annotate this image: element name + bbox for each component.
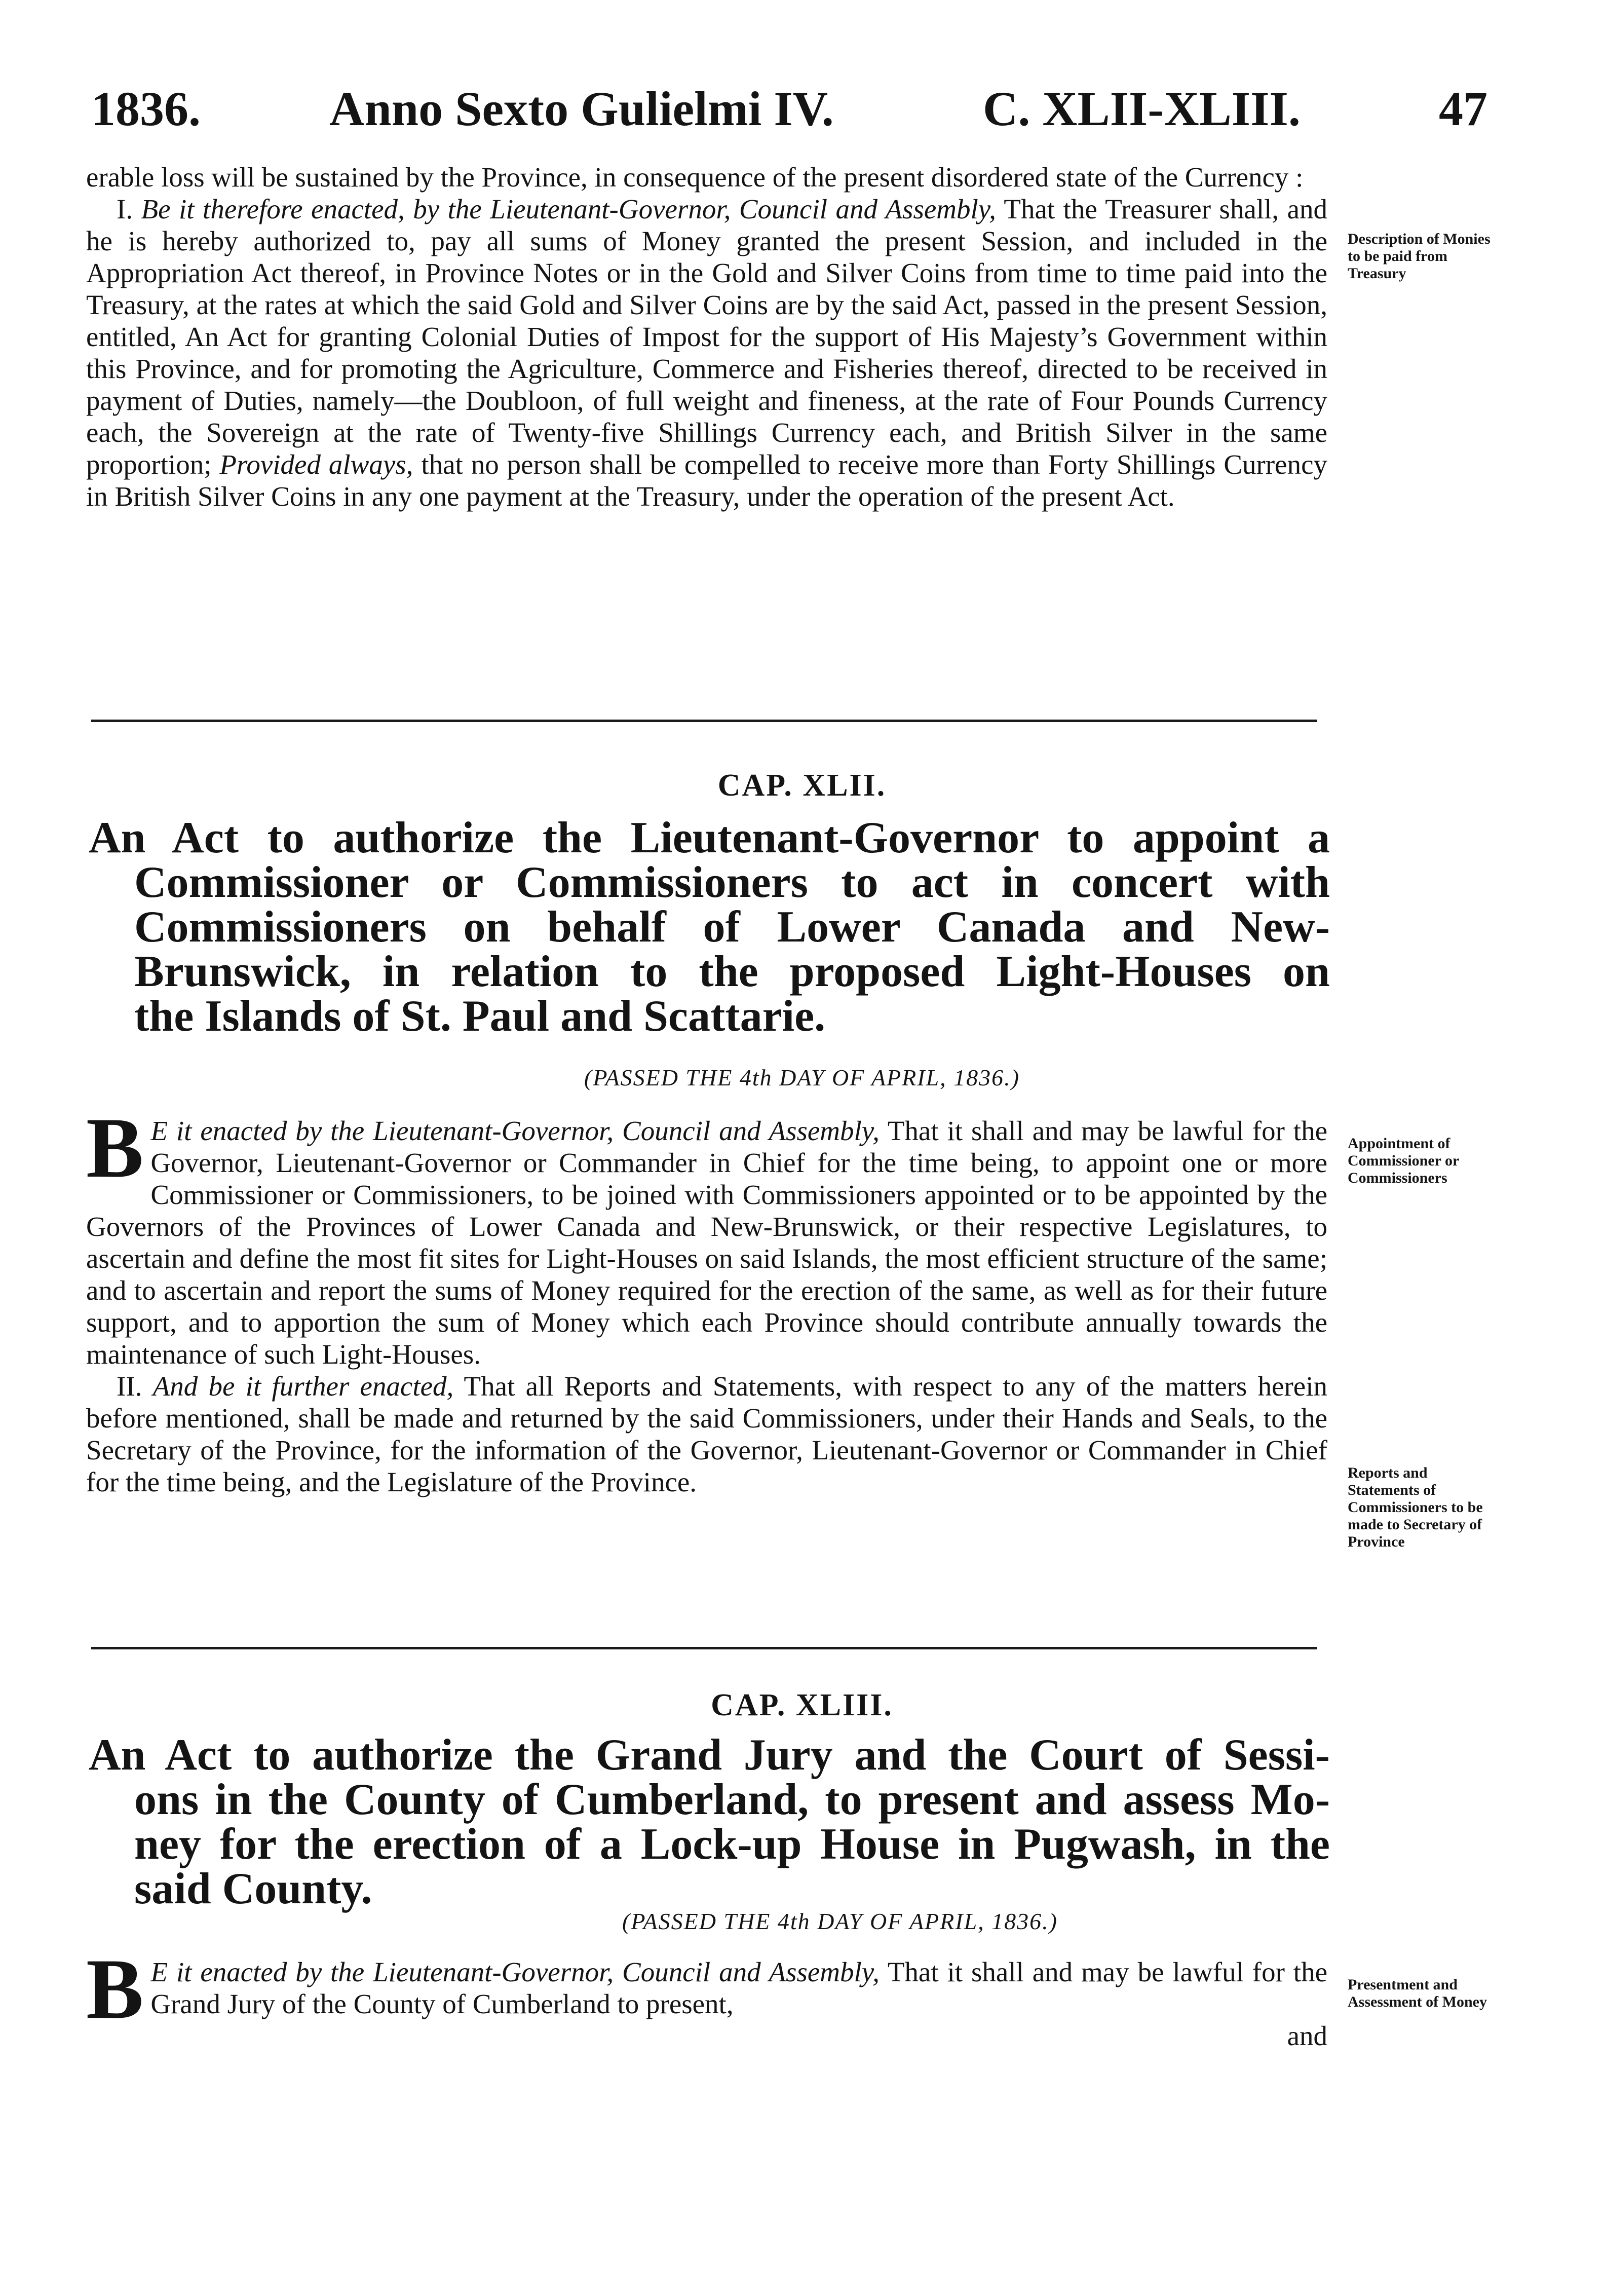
cap-42-title bbox=[89, 813, 1330, 1041]
cap-43-heading: CAP. XLIII. bbox=[711, 1688, 893, 1722]
cap-42-heading: CAP. XLII. bbox=[717, 768, 887, 803]
cap-42-title-line: Commissioner or Commissioners to act in concert with bbox=[134, 858, 1330, 907]
drop-cap-letter: B bbox=[86, 1941, 144, 2037]
cap-42-title-line: Brunswick, in relation to the proposed Light-Houses on bbox=[134, 947, 1330, 996]
margin-note-presentment: Presentment and Assessment of Money bbox=[1348, 1976, 1487, 2010]
clause-one bbox=[86, 193, 1327, 512]
drop-cap-letter: B bbox=[86, 1100, 144, 1195]
cap-42-section-2-enacting: And be it further enacted, bbox=[152, 1371, 454, 1402]
header-chapters: C. XLII-XLIII. bbox=[983, 82, 1301, 136]
cap-42-passed-date: (PASSED THE 4th DAY OF APRIL, 1836.) bbox=[584, 1065, 1020, 1090]
clause-number: I. bbox=[117, 194, 133, 224]
opening-line: erable loss will be sustained by the Province, in consequence of the present disordered state of the Currency : bbox=[86, 162, 1304, 193]
cap-42-section-2-body: That all Reports and Statements, with respect to any of the matters herein before mentioned, shall be made and returned by the said Commissioners, under their Hands and Seals, to the Secretary of the Province, for the information of the Governor, Lieutenant-Governor or Commander in Chief for the time being, and the Legislature of the Province. bbox=[86, 1371, 1327, 1497]
cap-43-section-1-body: That it shall and may be lawful for the Grand Jury of the County of Cumberland to present, bbox=[150, 1956, 1327, 2019]
cap-42-section-2 bbox=[86, 1370, 1327, 1498]
cap-42-title-line: the Islands of St. Paul and Scattarie. bbox=[134, 992, 826, 1041]
page-number: 47 bbox=[1439, 82, 1487, 136]
cap-42-section-1-body: That it shall and may be lawful for the Governor, Lieutenant-Governor or Commander in Chief for the time being, to appoint one or more Commissioner or Commissioners, to be joined with Commissioners appointed or to be appointed by the Governors of the Provinces of Lower Canada and New-Brunswick, or their respective Legislatures, to ascertain and define the most fit sites for Light-Houses on said Islands, the most efficient structure of the same; and to ascertain and report the sums of Money required for the erection of the same, as well as for their future support, and to apportion the sum of Money which each Province should contribute annually towards the maintenance of such Light-Houses. bbox=[86, 1115, 1327, 1370]
proviso-words: Provided always, bbox=[219, 449, 413, 480]
cap-42-section-1 bbox=[86, 1100, 1327, 1370]
enacting-words: Be it therefore enacted, by the Lieutenant-Governor, Council and Assembly, bbox=[141, 194, 996, 224]
margin-note-reports: Reports and Statements of Commissioners to be made to Secretary of Province bbox=[1348, 1464, 1483, 1550]
preceding-act-conclusion bbox=[86, 161, 1327, 512]
section-divider bbox=[91, 720, 1317, 722]
header-title: Anno Sexto Gulielmi IV. bbox=[329, 82, 834, 136]
cap-43-section-1 bbox=[86, 1941, 1327, 2037]
cap-42-title-line: Commissioners on behalf of Lower Canada and New- bbox=[134, 902, 1330, 952]
cap-43-passed-date: (PASSED THE 4th DAY OF APRIL, 1836.) bbox=[622, 1908, 1058, 1934]
clause-body-part2: that no person shall be compelled to receive more than Forty Shillings Currency in British Silver Coins in any one payment at the Treasury, under the operation of the present Act. bbox=[86, 449, 1327, 512]
clause-body-part1: That the Treasurer shall, and he is hereby authorized to, pay all sums of Money granted the present Session, and included in the Appropriation Act thereof, in Province Notes or in the Gold and Silver Coins from time to time paid into the Treasury, at the rates at which the said Gold and Silver Coins are by the said Act, passed in the present Session, entitled, An Act for granting Colonial Duties of Impost for the support of His Majesty’s Government within this Province, and for promoting the Agriculture, Commerce and Fisheries thereof, directed to be received in payment of Duties, namely—the Doubloon, of full weight and fineness, at the rate of Four Pounds Currency each, the Sovereign at the rate of Twenty-five Shillings Currency each, and British Silver in the same proportion; bbox=[86, 194, 1328, 480]
cap-43-title-line: ney for the erection of a Lock-up House in Pugwash, in the bbox=[134, 1820, 1330, 1869]
margin-note-description-of-monies: Description of Monies to be paid from Treasury bbox=[1348, 231, 1491, 282]
cap-43-title bbox=[89, 1730, 1330, 1913]
header-year: 1836. bbox=[91, 82, 201, 136]
cap-43-body bbox=[86, 1941, 1327, 2052]
margin-note-appointment: Appointment of Commissioner or Commissioners bbox=[1348, 1135, 1459, 1186]
cap-43-title-line: ons in the County of Cumberland, to present and assess Mo- bbox=[134, 1775, 1330, 1824]
catchword: and bbox=[1287, 2020, 1327, 2051]
cap-43-title-line: said County. bbox=[134, 1864, 372, 1913]
cap-42-section-2-number: II. bbox=[117, 1371, 142, 1402]
cap-43-enacting-words: E it enacted by the Lieutenant-Governor, Council and Assembly, bbox=[150, 1956, 880, 1987]
section-divider bbox=[91, 1647, 1317, 1649]
cap-42-body bbox=[86, 1100, 1327, 1498]
cap-43-title-line: An Act to authorize the Grand Jury and the Court of Sessi- bbox=[89, 1730, 1330, 1780]
cap-42-enacting-words: E it enacted by the Lieutenant-Governor, Council and Assembly, bbox=[150, 1115, 880, 1146]
cap-42-title-line: An Act to authorize the Lieutenant-Governor to appoint a bbox=[89, 813, 1330, 862]
